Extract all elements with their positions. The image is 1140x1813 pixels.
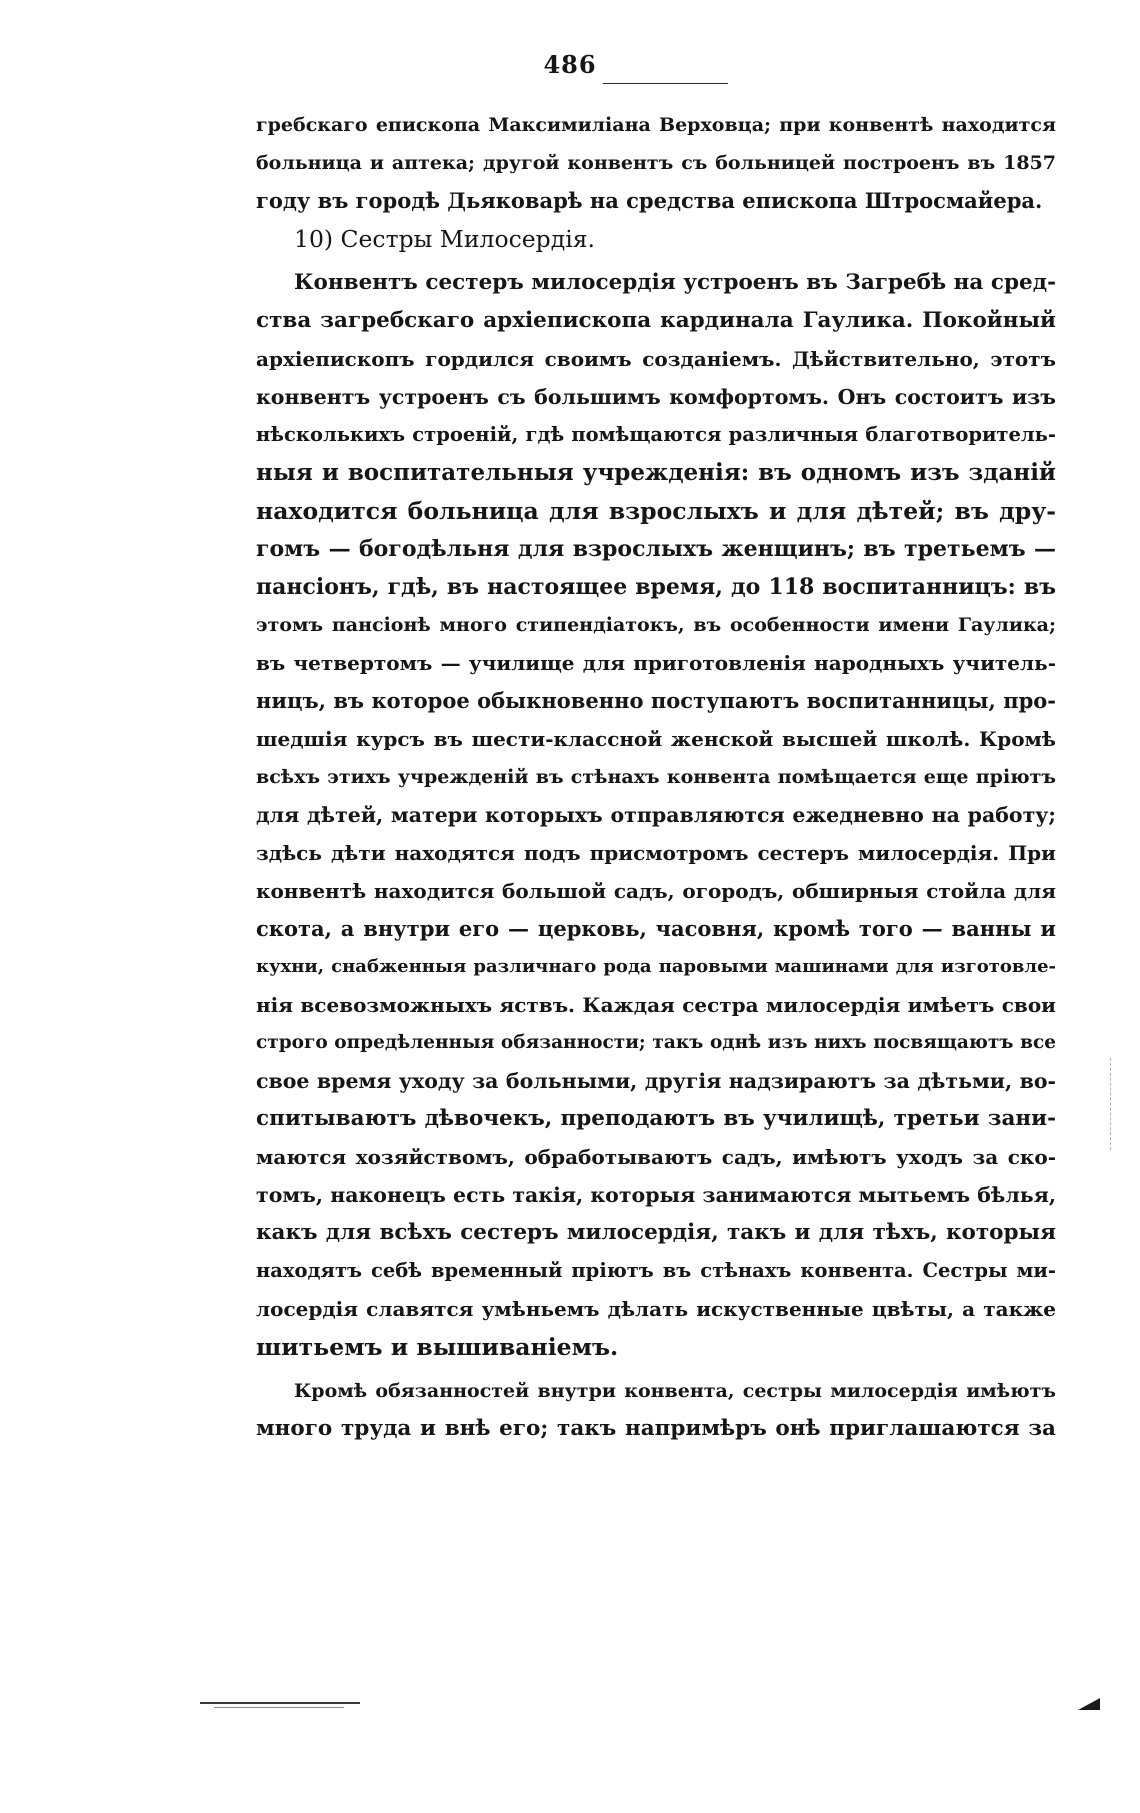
text-line: кухни, снабженныя различнаго рода паровыми машинами для изготовле- [256,956,1056,977]
text-line: ныя и воспитательныя учрежденія: въ одномъ изъ зданій [256,459,1056,486]
text-line: нѣсколькихъ строеній, гдѣ помѣщаются различныя благотворитель- [256,423,1056,446]
text-line: шитьемъ и вышиваніемъ. [256,1333,619,1361]
scan-margin-mark [1110,1058,1111,1150]
corner-mark [1078,1698,1100,1710]
text-line: лосердія славятся умѣньемъ дѣлать искуственные цвѣты, а также [256,1297,1056,1321]
body-text [256,106,1056,1448]
text-line: находится больница для взрослыхъ и для дѣтей; въ дру- [256,497,1056,525]
text-line: всѣхъ этихъ учрежденій въ стѣнахъ конвента помѣщается еще пріютъ [256,766,1056,788]
text-line: скота, а внутри его — церковь, часовня, кромѣ того — ванны и [256,916,1056,941]
text-line: конвентѣ находится большой садъ, огородъ, обширныя стойла для [256,879,1056,903]
text-line: какъ для всѣхъ сестеръ милосердія, такъ и для тѣхъ, которыя [256,1220,1056,1245]
text-line: спитываютъ дѣвочекъ, преподаютъ въ училищѣ, третьи зани- [256,1106,1056,1131]
text-line: въ четвертомъ — училище для приготовленія народныхъ учитель- [256,651,1056,675]
paragraph-first-line: Конвентъ сестеръ милосердія устроенъ въ Загребѣ на сред- [294,270,1056,295]
footer-rule-shadow [214,1707,344,1708]
text-line: ства загребскаго архіепископа кардинала Гаулика. Покойный [256,308,1056,333]
text-line: здѣсь дѣти находятся подъ присмотромъ сестеръ милосердія. При [256,841,1056,865]
text-line: свое время уходу за больными, другія надзираютъ за дѣтьми, во- [256,1069,1056,1093]
text-line: конвентъ устроенъ съ большимъ комфортомъ. Онъ состоитъ изъ [256,385,1056,409]
text-line: ницъ, въ которое обыкновенно поступаютъ воспитанницы, про- [256,688,1056,713]
text-line: архіепископъ гордился своимъ созданіемъ. Дѣйствительно, этотъ [256,347,1056,371]
footer-rule [200,1702,360,1704]
text-line: гомъ — богодѣльня для взрослыхъ женщинъ; въ третьемъ — [256,536,1056,562]
header-rule [603,83,728,84]
text-line: гребскаго епископа Максимиліана Верховца; при конвентѣ находится [256,114,1056,136]
text-line: пансіонъ, гдѣ, въ настоящее время, до 118 воспитанницъ: въ [256,574,1056,600]
text-line: для дѣтей, матери которыхъ отправляются ежедневно на работу; [256,803,1056,827]
text-line: много труда и внѣ его; такъ напримѣръ онѣ приглашаются за [256,1416,1056,1441]
text-line: находятъ себѣ временный пріютъ въ стѣнахъ конвента. Сестры ми- [256,1259,1056,1282]
text-line: этомъ пансіонѣ много стипендіатокъ, въ особенности имени Гаулика; [256,614,1056,636]
text-line: маются хозяйствомъ, обработываютъ садъ, имѣютъ уходъ за ско- [256,1145,1056,1169]
section-heading: 10) Сестры Милосердія. [294,225,596,253]
text-line: томъ, наконецъ есть такія, которыя занимаются мытьемъ бѣлья, [256,1183,1056,1207]
text-line: шедшія курсъ въ шести-классной женской высшей школѣ. Кромѣ [256,727,1056,751]
text-line: нія всевозможныхъ яствъ. Каждая сестра милосердія имѣетъ свои [256,993,1056,1017]
text-line: строго опредѣленныя обязанности; такъ однѣ изъ нихъ посвящаютъ все [256,1032,1056,1053]
page-number: 486 [543,50,597,79]
text-line: больница и аптека; другой конвентъ съ больницей построенъ въ 1857 [256,152,1056,174]
text-line: году въ городѣ Дьяковарѣ на средства епископа Штросмайера. [256,188,1043,213]
paragraph-first-line: Кромѣ обязанностей внутри конвента, сестры милосердія имѣютъ [294,1380,1056,1402]
